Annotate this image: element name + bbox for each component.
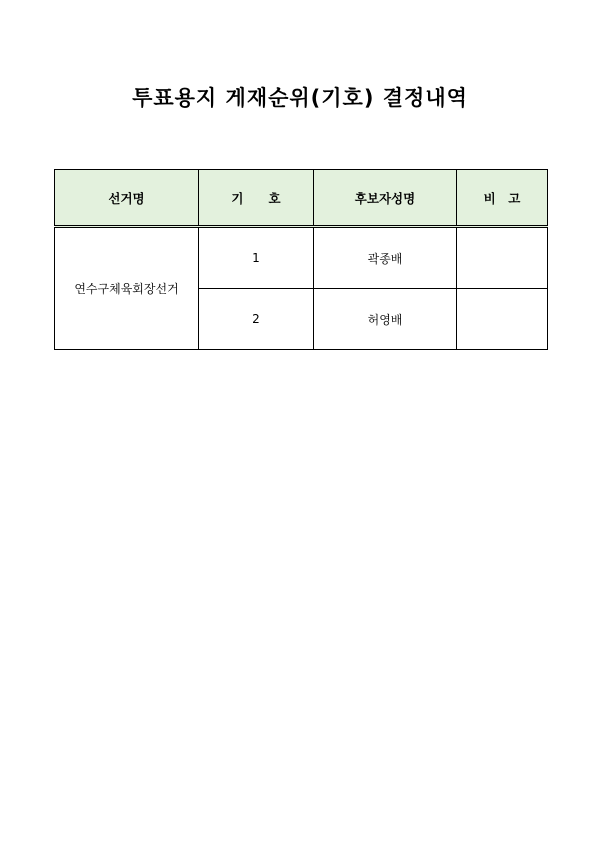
document-title: 투표용지 게재순위(기호) 결정내역 xyxy=(132,86,468,110)
number-cell: 2 xyxy=(199,289,314,350)
number-cell: 1 xyxy=(199,227,314,289)
ballot-order-table xyxy=(54,169,548,350)
remarks-cell xyxy=(457,227,548,289)
election-name-cell: 연수구체육회장선거 xyxy=(55,227,199,350)
candidate-name-cell: 허영배 xyxy=(314,289,457,350)
table-row xyxy=(55,227,548,289)
candidate-name-cell: 곽종배 xyxy=(314,227,457,289)
table-header-row xyxy=(55,170,548,227)
header-number: 기 호 xyxy=(199,170,314,227)
remarks-cell xyxy=(457,289,548,350)
header-candidate-name: 후보자성명 xyxy=(314,170,457,227)
header-remarks: 비 고 xyxy=(457,170,548,227)
header-election-name: 선거명 xyxy=(55,170,199,227)
